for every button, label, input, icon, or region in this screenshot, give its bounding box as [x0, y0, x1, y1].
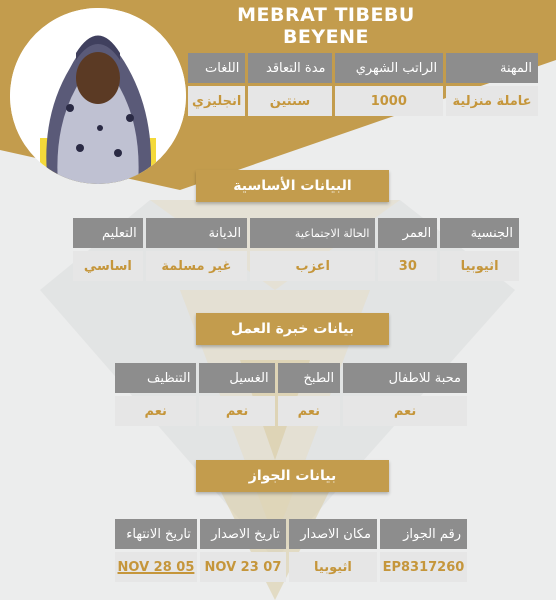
value-issue-place: اثيوبيا: [289, 552, 377, 582]
header-cooking: الطبخ: [278, 363, 340, 393]
value-contract: سنتين: [248, 86, 331, 116]
value-languages: انجليزي: [188, 86, 245, 116]
header-marital-status: الحالة الاجتماعية: [250, 218, 375, 248]
value-marital-status: اعزب: [250, 251, 375, 281]
value-nationality: اثيوبيا: [440, 251, 519, 281]
job-table: [185, 50, 541, 119]
profile-photo: [10, 8, 186, 184]
header-age: العمر: [378, 218, 437, 248]
value-profession: عاملة منزلية: [446, 86, 538, 116]
value-expiry-date: NOV 28 05: [115, 552, 197, 582]
header-issue-place: مكان الاصدار: [289, 519, 377, 549]
experience-table: [112, 360, 470, 429]
value-education: اساسي: [73, 251, 143, 281]
header-education: التعليم: [73, 218, 143, 248]
header-laundry: الغسيل: [199, 363, 274, 393]
header-religion: الديانة: [146, 218, 247, 248]
passport-table: [112, 516, 470, 585]
value-issue-date: NOV 23 07: [200, 552, 286, 582]
value-salary: 1000: [335, 86, 444, 116]
value-passport-number: EP8317260: [380, 552, 467, 582]
header-passport-number: رقم الجواز: [380, 519, 467, 549]
header-profession: المهنة: [446, 53, 538, 83]
header-child-care: محبة للاطفال: [343, 363, 467, 393]
passport-title: بيانات الجواز: [196, 460, 389, 492]
header-nationality: الجنسية: [440, 218, 519, 248]
value-age: 30: [378, 251, 437, 281]
value-laundry: نعم: [199, 396, 274, 426]
header-expiry-date: تاريخ الانتهاء: [115, 519, 197, 549]
value-religion: غير مسلمة: [146, 251, 247, 281]
basic-info-title: البيانات الأساسية: [196, 170, 389, 202]
value-child-care: نعم: [343, 396, 467, 426]
basic-info-table: [70, 215, 522, 284]
header-salary: الراتب الشهري: [335, 53, 444, 83]
header-issue-date: تاريخ الاصدار: [200, 519, 286, 549]
value-cleaning: نعم: [115, 396, 196, 426]
worker-name: MEBRAT TIBEBU BEYENE: [237, 4, 415, 48]
header-contract: مدة التعاقد: [248, 53, 331, 83]
experience-title: بيانات خبرة العمل: [196, 313, 389, 345]
header-cleaning: التنظيف: [115, 363, 196, 393]
value-cooking: نعم: [278, 396, 340, 426]
person-photo-icon: [10, 8, 186, 184]
header-languages: اللغات: [188, 53, 245, 83]
